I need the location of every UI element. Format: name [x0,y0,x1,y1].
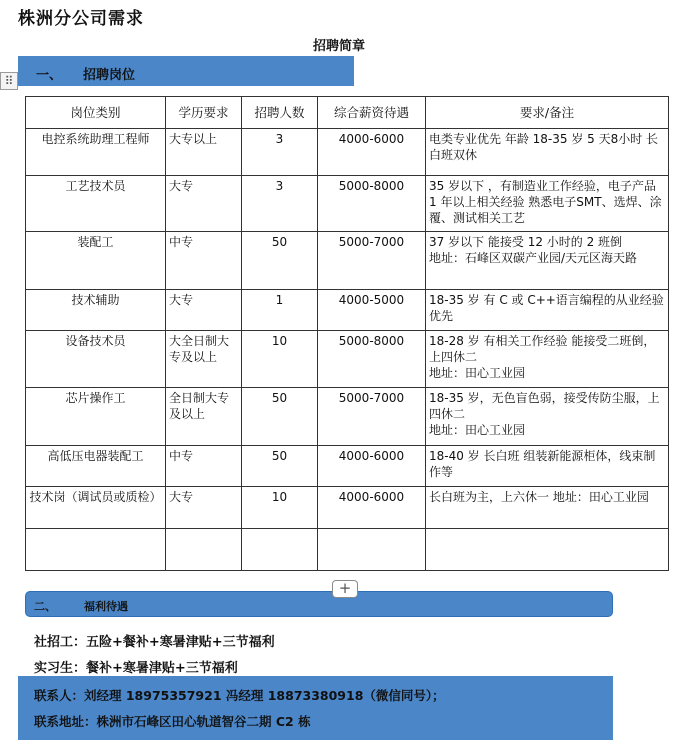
contact-person: 联系人：刘经理 18975357921 冯经理 18873380918（微信同号）； [34,688,445,703]
cell-salary[interactable]: 4000-6000 [318,129,426,176]
benefit-intern: 实习生：餐补+寒暑津贴+三节福利 [34,661,238,676]
table-header-row [26,97,669,129]
cell-count[interactable]: 10 [242,331,318,388]
header-salary: 综合薪资待遇 [318,97,426,129]
table-row [26,176,669,232]
cell-position[interactable] [26,529,166,571]
cell-count[interactable]: 1 [242,290,318,331]
add-row-icon[interactable]: + [332,580,358,598]
cell-education[interactable]: 中专 [166,446,242,487]
cell-salary[interactable]: 5000-7000 [318,388,426,446]
cell-count[interactable] [242,529,318,571]
cell-notes[interactable]: 18-35 岁，无色盲色弱，接受传防尘服，上四休二 地址：田心工业园 [426,388,669,446]
cell-position[interactable]: 芯片操作工 [26,388,166,446]
cell-notes[interactable] [426,529,669,571]
page-subtitle: 招聘简章 [313,39,366,54]
header-count: 招聘人数 [242,97,318,129]
cell-position[interactable]: 设备技术员 [26,331,166,388]
cell-education[interactable]: 中专 [166,232,242,290]
header-education: 学历要求 [166,97,242,129]
cell-notes[interactable]: 18-40 岁 长白班 组装新能源柜体，线束制作等 [426,446,669,487]
cell-notes[interactable]: 电类专业优先 年龄 18-35 岁 5 天8小时 长白班双休 [426,129,669,176]
table-row [26,129,669,176]
cell-education[interactable]: 大专 [166,290,242,331]
table-row [26,487,669,529]
table-row [26,388,669,446]
cell-notes[interactable]: 37 岁以下 能接受 12 小时的 2 班倒 地址：石峰区双碳产业园/天元区海天路 [426,232,669,290]
jobs-table [25,96,669,571]
table-move-handle-icon[interactable]: ⠿ [0,72,18,90]
cell-salary[interactable]: 4000-5000 [318,290,426,331]
contact-address: 联系地址：株洲市石峰区田心轨道智谷二期 C2 栋 [34,714,311,729]
table-row [26,446,669,487]
cell-position[interactable]: 技术辅助 [26,290,166,331]
header-notes: 要求/备注 [426,97,669,129]
cell-education[interactable]: 大专 [166,176,242,232]
table-row [26,290,669,331]
cell-salary[interactable]: 5000-7000 [318,232,426,290]
section1-number: 一、 [36,68,63,83]
cell-position[interactable]: 电控系统助理工程师 [26,129,166,176]
cell-education[interactable]: 大专 [166,487,242,529]
cell-position[interactable]: 技术岗（调试员或质检） [26,487,166,529]
cell-notes[interactable]: 长白班为主，上六休一 地址：田心工业园 [426,487,669,529]
cell-count[interactable]: 3 [242,176,318,232]
cell-salary[interactable]: 5000-8000 [318,331,426,388]
cell-education[interactable]: 全日制大专及以上 [166,388,242,446]
section1-label: 招聘岗位 [83,68,136,83]
benefit-social: 社招工：五险+餐补+寒暑津贴+三节福利 [34,635,275,650]
table-row [26,331,669,388]
table-row [26,529,669,571]
cell-education[interactable]: 大专以上 [166,129,242,176]
cell-count[interactable]: 10 [242,487,318,529]
header-position: 岗位类别 [26,97,166,129]
table-row [26,232,669,290]
cell-count[interactable]: 50 [242,232,318,290]
cell-position[interactable]: 装配工 [26,232,166,290]
section2-number: 二、 [34,600,56,613]
cell-count[interactable]: 50 [242,446,318,487]
cell-notes[interactable]: 18-35 岁 有 C 或 C++语言编程的从业经验优先 [426,290,669,331]
cell-salary[interactable]: 4000-6000 [318,487,426,529]
cell-count[interactable]: 3 [242,129,318,176]
cell-notes[interactable]: 35 岁以下 ，有制造业工作经验，电子产品 1 年以上相关经验 熟悉电子SMT、选焊、涂覆、测试相关工艺 [426,176,669,232]
cell-education[interactable] [166,529,242,571]
section1-banner [18,56,354,86]
cell-salary[interactable] [318,529,426,571]
cell-education[interactable]: 大全日制大专及以上 [166,331,242,388]
cell-notes[interactable]: 18-28 岁 有相关工作经验 能接受二班倒，上四休二 地址：田心工业园 [426,331,669,388]
cell-position[interactable]: 高低压电器装配工 [26,446,166,487]
page-title: 株洲分公司需求 [18,9,144,29]
cell-position[interactable]: 工艺技术员 [26,176,166,232]
cell-salary[interactable]: 5000-8000 [318,176,426,232]
cell-count[interactable]: 50 [242,388,318,446]
cell-salary[interactable]: 4000-6000 [318,446,426,487]
section2-label: 福利待遇 [84,600,128,613]
